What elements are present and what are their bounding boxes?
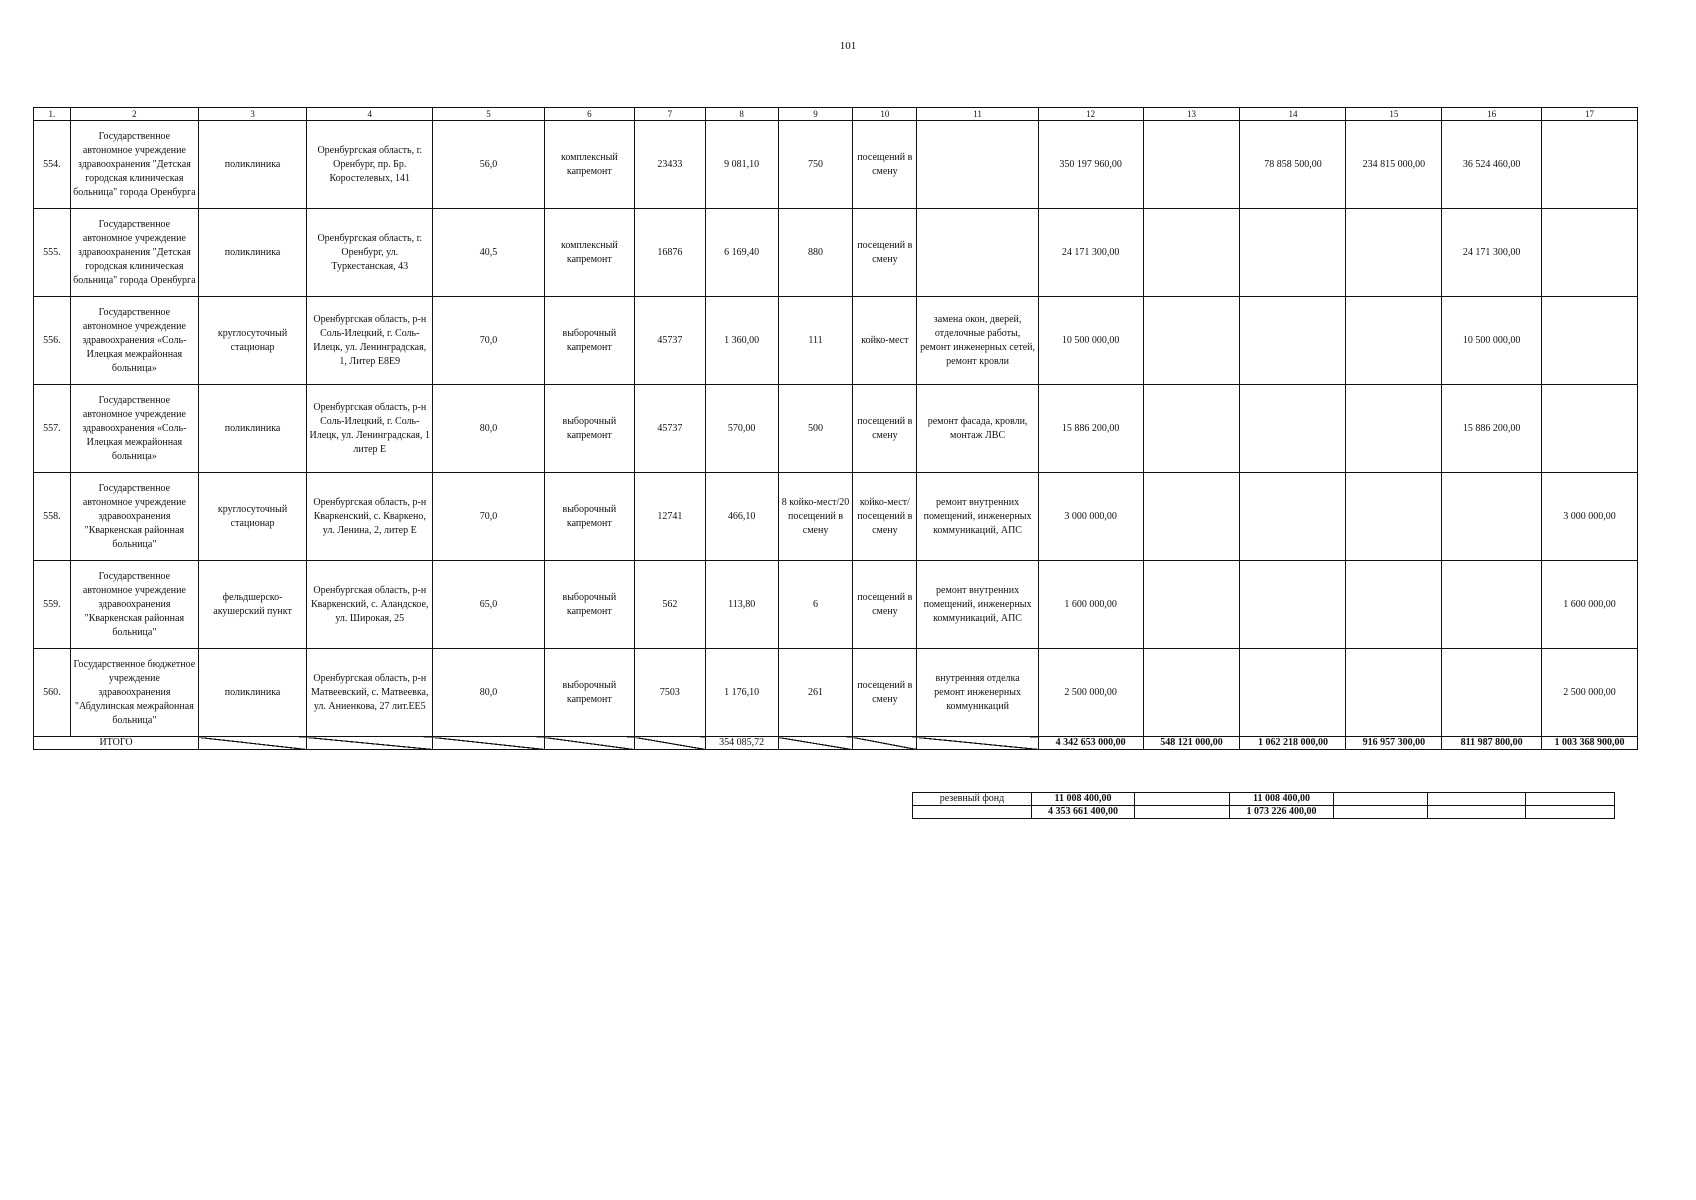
col-13-amount	[1143, 121, 1240, 209]
col-13-amount	[1143, 473, 1240, 561]
col-17-amount: 2 500 000,00	[1542, 649, 1638, 737]
facility-type: круглосуточный стационар	[199, 297, 307, 385]
empty-slash-cell	[307, 737, 433, 750]
facility-address: Оренбургская область, р-н Кваркенский, с. Аландское, ул. Широкая, 25	[307, 561, 433, 649]
grand-total-col-14: 1 073 226 400,00	[1230, 806, 1334, 819]
capital-repair-table	[33, 107, 1638, 750]
header-cell: 13	[1143, 108, 1240, 121]
table-row	[34, 561, 1638, 649]
col-12-amount: 15 886 200,00	[1038, 385, 1143, 473]
repair-type: выборочный капремонт	[544, 649, 635, 737]
row-number: 556.	[34, 297, 71, 385]
total-col-14: 1 062 218 000,00	[1240, 737, 1346, 750]
institution-name: Государственное бюджетное учреждение здравоохранения "Абдулинская межрайонная больница"	[70, 649, 198, 737]
capacity-unit: посещений в смену	[853, 561, 917, 649]
header-cell: 3	[199, 108, 307, 121]
grand-total-col-12: 4 353 661 400,00	[1032, 806, 1135, 819]
capacity-unit: койко-мест	[853, 297, 917, 385]
repair-type: выборочный капремонт	[544, 297, 635, 385]
header-cell: 12	[1038, 108, 1143, 121]
table-row	[34, 385, 1638, 473]
col-15-amount	[1346, 209, 1442, 297]
col-14-amount	[1240, 561, 1346, 649]
works-description: ремонт внутренних помещений, инженерных коммуникаций, АПС	[917, 473, 1038, 561]
grand-total-col-17	[1526, 806, 1615, 819]
institution-name: Государственное автономное учреждение здравоохранения "Детская городская клиническая больница" города Оренбурга	[70, 209, 198, 297]
col-5-value: 80,0	[433, 649, 544, 737]
empty-slash-cell	[433, 737, 544, 750]
col-16-amount	[1442, 649, 1542, 737]
col-7-value: 562	[635, 561, 705, 649]
col-15-amount	[1346, 561, 1442, 649]
col-15-amount	[1346, 297, 1442, 385]
repair-type: выборочный капремонт	[544, 473, 635, 561]
works-description: ремонт фасада, кровли, монтаж ЛВС	[917, 385, 1038, 473]
col-5-value: 70,0	[433, 297, 544, 385]
col-15-amount	[1346, 649, 1442, 737]
facility-type: поликлиника	[199, 209, 307, 297]
row-number: 559.	[34, 561, 71, 649]
facility-type: круглосуточный стационар	[199, 473, 307, 561]
col-17-amount	[1542, 121, 1638, 209]
repair-type: выборочный капремонт	[544, 561, 635, 649]
total-col-16: 811 987 800,00	[1442, 737, 1542, 750]
header-cell: 1.	[34, 108, 71, 121]
col-12-amount: 350 197 960,00	[1038, 121, 1143, 209]
col-17-amount	[1542, 385, 1638, 473]
facility-type: поликлиника	[199, 121, 307, 209]
header-cell: 7	[635, 108, 705, 121]
col-15-amount: 234 815 000,00	[1346, 121, 1442, 209]
col-5-value: 65,0	[433, 561, 544, 649]
table-row	[34, 121, 1638, 209]
empty-slash-cell	[917, 737, 1038, 750]
repair-type: комплексный капремонт	[544, 121, 635, 209]
facility-type: поликлиника	[199, 385, 307, 473]
empty-slash-cell	[635, 737, 705, 750]
reserve-col-13	[1135, 793, 1230, 806]
col-7-value: 12741	[635, 473, 705, 561]
institution-name: Государственное автономное учреждение здравоохранения "Детская городская клиническая больница" города Оренбурга	[70, 121, 198, 209]
col-16-amount: 15 886 200,00	[1442, 385, 1542, 473]
header-cell: 17	[1542, 108, 1638, 121]
area-value: 113,80	[705, 561, 778, 649]
header-cell: 8	[705, 108, 778, 121]
row-number: 558.	[34, 473, 71, 561]
reserve-fund-table	[912, 792, 1615, 819]
col-14-amount: 78 858 500,00	[1240, 121, 1346, 209]
capacity-value: 500	[778, 385, 852, 473]
grand-total-label	[913, 806, 1032, 819]
col-17-amount	[1542, 297, 1638, 385]
col-16-amount	[1442, 561, 1542, 649]
area-value: 9 081,10	[705, 121, 778, 209]
capacity-unit: посещений в смену	[853, 385, 917, 473]
capacity-unit: посещений в смену	[853, 209, 917, 297]
column-number-row	[34, 108, 1638, 121]
col-13-amount	[1143, 561, 1240, 649]
works-description	[917, 209, 1038, 297]
header-cell: 2	[70, 108, 198, 121]
reserve-col-15	[1334, 793, 1428, 806]
col-7-value: 23433	[635, 121, 705, 209]
reserve-col-14: 11 008 400,00	[1230, 793, 1334, 806]
facility-address: Оренбургская область, г. Оренбург, пр. Бр. Коростелевых, 141	[307, 121, 433, 209]
facility-address: Оренбургская область, р-н Соль-Илецкий, г. Соль-Илецк, ул. Ленинградская, 1 литер Е	[307, 385, 433, 473]
total-col-13: 548 121 000,00	[1143, 737, 1240, 750]
header-cell: 10	[853, 108, 917, 121]
reserve-row	[913, 793, 1615, 806]
reserve-col-17	[1526, 793, 1615, 806]
total-row	[34, 737, 1638, 750]
area-value: 570,00	[705, 385, 778, 473]
row-number: 557.	[34, 385, 71, 473]
col-5-value: 80,0	[433, 385, 544, 473]
facility-address: Оренбургская область, р-н Кваркенский, с. Кваркено, ул. Ленина, 2, литер Е	[307, 473, 433, 561]
col-13-amount	[1143, 385, 1240, 473]
area-value: 466,10	[705, 473, 778, 561]
col-12-amount: 3 000 000,00	[1038, 473, 1143, 561]
col-13-amount	[1143, 649, 1240, 737]
capacity-unit: посещений в смену	[853, 649, 917, 737]
col-15-amount	[1346, 473, 1442, 561]
col-12-amount: 24 171 300,00	[1038, 209, 1143, 297]
capacity-unit: койко-мест/ посещений в смену	[853, 473, 917, 561]
total-area: 354 085,72	[705, 737, 778, 750]
facility-type: поликлиника	[199, 649, 307, 737]
facility-type: фельдшерско-акушерский пункт	[199, 561, 307, 649]
area-value: 1 176,10	[705, 649, 778, 737]
total-col-17: 1 003 368 900,00	[1542, 737, 1638, 750]
capacity-value: 880	[778, 209, 852, 297]
header-cell: 4	[307, 108, 433, 121]
capacity-unit: посещений в смену	[853, 121, 917, 209]
empty-slash-cell	[853, 737, 917, 750]
works-description: внутренняя отделка ремонт инженерных коммуникаций	[917, 649, 1038, 737]
reserve-col-12: 11 008 400,00	[1032, 793, 1135, 806]
grand-total-col-15	[1334, 806, 1428, 819]
total-col-12: 4 342 653 000,00	[1038, 737, 1143, 750]
col-17-amount: 3 000 000,00	[1542, 473, 1638, 561]
col-14-amount	[1240, 473, 1346, 561]
col-17-amount: 1 600 000,00	[1542, 561, 1638, 649]
capacity-value: 111	[778, 297, 852, 385]
institution-name: Государственное автономное учреждение здравоохранения "Кваркенская районная больница"	[70, 561, 198, 649]
repair-type: выборочный капремонт	[544, 385, 635, 473]
header-cell: 15	[1346, 108, 1442, 121]
col-5-value: 56,0	[433, 121, 544, 209]
col-7-value: 45737	[635, 385, 705, 473]
facility-address: Оренбургская область, р-н Матвеевский, с. Матвеевка, ул. Аниенкова, 27 лит.ЕЕ5	[307, 649, 433, 737]
col-14-amount	[1240, 297, 1346, 385]
institution-name: Государственное автономное учреждение здравоохранения «Соль-Илецкая межрайонная больница»	[70, 297, 198, 385]
col-16-amount: 24 171 300,00	[1442, 209, 1542, 297]
header-cell: 11	[917, 108, 1038, 121]
col-14-amount	[1240, 649, 1346, 737]
empty-slash-cell	[199, 737, 307, 750]
institution-name: Государственное автономное учреждение здравоохранения «Соль-Илецкая межрайонная больница»	[70, 385, 198, 473]
area-value: 6 169,40	[705, 209, 778, 297]
works-description: замена окон, дверей, отделочные работы, ремонт инженерных сетей, ремонт кровли	[917, 297, 1038, 385]
header-cell: 9	[778, 108, 852, 121]
header-cell: 5	[433, 108, 544, 121]
col-7-value: 7503	[635, 649, 705, 737]
grand-total-col-13	[1135, 806, 1230, 819]
row-number: 560.	[34, 649, 71, 737]
col-13-amount	[1143, 209, 1240, 297]
table-row	[34, 473, 1638, 561]
col-13-amount	[1143, 297, 1240, 385]
col-12-amount: 1 600 000,00	[1038, 561, 1143, 649]
institution-name: Государственное автономное учреждение здравоохранения "Кваркенская районная больница"	[70, 473, 198, 561]
col-16-amount	[1442, 473, 1542, 561]
page-number: 101	[839, 40, 857, 52]
row-number: 554.	[34, 121, 71, 209]
empty-slash-cell	[544, 737, 635, 750]
reserve-col-16	[1428, 793, 1526, 806]
total-col-15: 916 957 300,00	[1346, 737, 1442, 750]
col-12-amount: 10 500 000,00	[1038, 297, 1143, 385]
works-description: ремонт внутренних помещений, инженерных коммуникаций, АПС	[917, 561, 1038, 649]
empty-slash-cell	[778, 737, 852, 750]
grand-total-row	[913, 806, 1615, 819]
area-value: 1 360,00	[705, 297, 778, 385]
repair-type: комплексный капремонт	[544, 209, 635, 297]
col-16-amount: 36 524 460,00	[1442, 121, 1542, 209]
reserve-label: резевный фонд	[913, 793, 1032, 806]
col-5-value: 70,0	[433, 473, 544, 561]
col-17-amount	[1542, 209, 1638, 297]
col-14-amount	[1240, 209, 1346, 297]
col-14-amount	[1240, 385, 1346, 473]
grand-total-col-16	[1428, 806, 1526, 819]
capacity-value: 261	[778, 649, 852, 737]
table-row	[34, 649, 1638, 737]
capacity-value: 8 койко-мест/20 посещений в смену	[778, 473, 852, 561]
table-row	[34, 297, 1638, 385]
facility-address: Оренбургская область, р-н Соль-Илецкий, г. Соль-Илецк, ул. Ленинградская, 1, Литер Е8Е9	[307, 297, 433, 385]
col-16-amount: 10 500 000,00	[1442, 297, 1542, 385]
table-row	[34, 209, 1638, 297]
header-cell: 14	[1240, 108, 1346, 121]
total-label: ИТОГО	[34, 737, 199, 750]
col-7-value: 16876	[635, 209, 705, 297]
header-cell: 6	[544, 108, 635, 121]
col-15-amount	[1346, 385, 1442, 473]
facility-address: Оренбургская область, г. Оренбург, ул. Туркестанская, 43	[307, 209, 433, 297]
col-7-value: 45737	[635, 297, 705, 385]
header-cell: 16	[1442, 108, 1542, 121]
col-12-amount: 2 500 000,00	[1038, 649, 1143, 737]
col-5-value: 40,5	[433, 209, 544, 297]
capacity-value: 6	[778, 561, 852, 649]
works-description	[917, 121, 1038, 209]
capacity-value: 750	[778, 121, 852, 209]
row-number: 555.	[34, 209, 71, 297]
